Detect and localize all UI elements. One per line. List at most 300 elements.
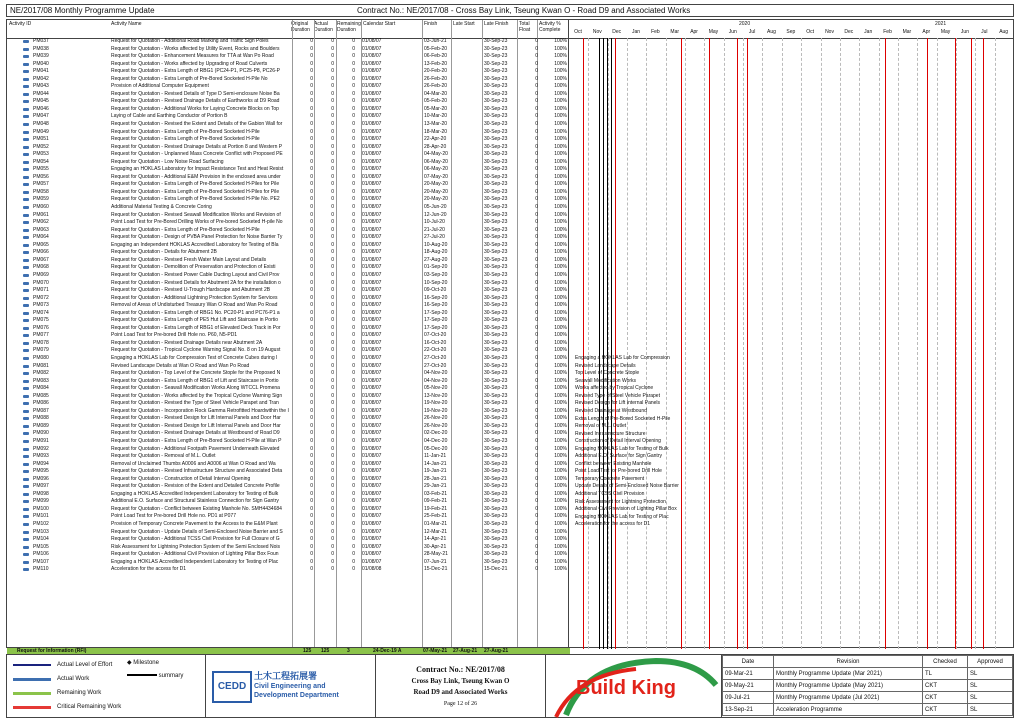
cell-ad: 0	[331, 468, 334, 475]
cell-name: Risk Assessment for Lightning Protection System of the Semi Enclosed Nois	[111, 543, 280, 550]
activity-bar-icon	[23, 470, 29, 473]
cell-id: PM076	[33, 324, 49, 331]
cell-rd: 0	[352, 370, 355, 377]
table-row[interactable]	[7, 212, 568, 220]
rev-desc: Acceleration Programme	[774, 704, 923, 716]
activity-bar-icon	[23, 282, 29, 285]
cell-tf: 0	[535, 45, 538, 52]
table-row[interactable]	[7, 174, 568, 182]
cell-fin: 10-Sep-20	[424, 279, 448, 286]
cell-rd: 0	[352, 53, 355, 60]
activity-bar-icon	[23, 515, 29, 518]
table-row[interactable]	[7, 325, 568, 333]
cell-name: Point Load Test for Pre-Bored Drilling Works of Pre-bored Socketed H-pile No	[111, 219, 283, 226]
cell-pc: 100%	[554, 75, 567, 82]
col-total-float[interactable]: Total Float	[519, 21, 531, 33]
cell-tf: 0	[535, 453, 538, 460]
cell-lf: 30-Sep-23	[484, 188, 508, 195]
cell-ad: 0	[331, 136, 334, 143]
col-actual-duration[interactable]: Actual Duration	[314, 21, 333, 33]
month-gridline	[743, 38, 744, 649]
cell-id: PM072	[33, 294, 49, 301]
cell-od: 0	[310, 121, 313, 128]
month-gridline	[898, 38, 899, 649]
cell-id: PM066	[33, 249, 49, 256]
cedd-english-name-2: Development Department	[254, 692, 339, 699]
table-row[interactable]	[7, 181, 568, 189]
cell-id: PM042	[33, 75, 49, 82]
table-row[interactable]	[7, 393, 568, 401]
data-date-line	[607, 38, 608, 649]
data-date-line	[603, 38, 604, 649]
table-row[interactable]	[7, 166, 568, 174]
activity-bar-icon	[23, 85, 29, 88]
cell-cs: 01/08/07	[362, 211, 382, 218]
cell-fin: 10-Mar-20	[424, 113, 448, 120]
cell-pc: 100%	[554, 226, 567, 233]
table-row[interactable]	[7, 491, 568, 499]
cell-od: 0	[310, 332, 313, 339]
table-row[interactable]	[7, 566, 568, 574]
table-row[interactable]	[7, 529, 568, 537]
activity-bar-icon	[23, 523, 29, 526]
cell-id: PM059	[33, 196, 49, 203]
table-row[interactable]	[7, 378, 568, 386]
cell-tf: 0	[535, 136, 538, 143]
month-label: Jul	[748, 29, 756, 35]
month-label: May	[708, 29, 719, 35]
table-row[interactable]	[7, 38, 568, 46]
cell-name: Request for Quotation - Design of PVBA Panel Protection for Noise Barrier Ty	[111, 234, 283, 241]
cell-fin: 05-Feb-20	[424, 45, 448, 52]
table-row[interactable]	[7, 76, 568, 84]
cell-rd: 0	[352, 498, 355, 505]
cell-cs: 01/08/07	[362, 521, 382, 527]
cell-pc: 100%	[554, 143, 567, 150]
cell-name: Request for Quotation - Extra Length of Pre-Bored Socketed H-Piles for Pile	[111, 181, 280, 188]
cell-id: PM095	[33, 468, 49, 475]
cell-od: 0	[310, 302, 313, 309]
cell-tf: 0	[535, 521, 538, 527]
table-row[interactable]	[7, 295, 568, 303]
revision-header-row	[723, 656, 1013, 668]
table-row[interactable]	[7, 370, 568, 378]
table-row[interactable]	[7, 363, 568, 371]
cell-od: 0	[310, 528, 313, 535]
cell-pc: 100%	[554, 219, 567, 226]
cell-tf: 0	[535, 543, 538, 550]
table-row[interactable]	[7, 219, 568, 227]
cell-fin: 17-Sep-20	[424, 309, 448, 316]
cell-tf: 0	[535, 264, 538, 271]
cell-id: PM096	[33, 475, 49, 482]
cell-fin: 02-Dec-20	[424, 430, 448, 437]
col-activity-id[interactable]: Activity ID	[9, 21, 32, 27]
cell-id: PM078	[33, 339, 49, 346]
table-row[interactable]	[7, 287, 568, 295]
table-row[interactable]	[7, 483, 568, 491]
table-row[interactable]	[7, 513, 568, 521]
rev-col-date: Date	[723, 656, 774, 668]
cell-tf: 0	[535, 354, 538, 361]
cell-ad: 0	[331, 75, 334, 82]
table-row[interactable]	[7, 476, 568, 484]
table-row[interactable]	[7, 453, 568, 461]
table-row[interactable]	[7, 151, 568, 159]
cell-pc: 100%	[554, 521, 567, 527]
cell-od: 0	[310, 226, 313, 233]
cell-name: Request for Quotation - Removal of M.L. Outlet	[111, 453, 216, 460]
summary-start: 24-Dec-19 A	[373, 648, 402, 654]
cell-lf: 30-Sep-23	[484, 302, 508, 309]
legend-milestone	[127, 659, 159, 666]
legend-label: Actual Level of Effort	[57, 662, 113, 668]
cell-ad: 0	[331, 249, 334, 256]
cell-pc: 100%	[554, 347, 567, 354]
cell-rd: 0	[352, 271, 355, 278]
cell-pc: 100%	[554, 279, 567, 286]
cell-fin: 20-May-20	[424, 188, 448, 195]
table-row[interactable]	[7, 521, 568, 529]
cell-ad: 0	[331, 558, 334, 565]
activity-bar-icon	[23, 274, 29, 277]
cell-fin: 05-Feb-20	[424, 98, 448, 105]
col-late-start[interactable]: Late Start	[453, 21, 475, 27]
table-row[interactable]	[7, 242, 568, 250]
cell-fin: 06-May-20	[424, 158, 448, 165]
cell-cs: 01/08/07	[362, 294, 382, 301]
activity-bar-icon	[23, 131, 29, 134]
cell-name: Request for Quotation - Revised Seawall Modification Works and Revision of	[111, 211, 281, 218]
rev-checked: TL	[923, 668, 968, 680]
cell-id: PM054	[33, 158, 49, 165]
cell-lf: 30-Sep-23	[484, 453, 508, 460]
cell-od: 0	[310, 136, 313, 143]
table-row[interactable]	[7, 551, 568, 559]
cell-id: PM107	[33, 558, 49, 565]
table-row[interactable]	[7, 559, 568, 567]
cell-id: PM065	[33, 241, 49, 248]
cell-ad: 0	[331, 60, 334, 67]
cell-lf: 30-Sep-23	[484, 143, 508, 150]
table-row[interactable]	[7, 68, 568, 76]
cell-fin: 25-Feb-21	[424, 513, 448, 520]
cell-ad: 0	[331, 490, 334, 497]
table-row[interactable]	[7, 234, 568, 242]
month-label: May	[940, 29, 951, 35]
table-row[interactable]	[7, 264, 568, 272]
cell-name: Request for Quotation - Revision of the Extent and Detailed Concrete Profile	[111, 483, 280, 490]
col-late-finish[interactable]: Late Finish	[484, 21, 509, 27]
cell-id: PM039	[33, 53, 49, 60]
cell-id: PM069	[33, 271, 49, 278]
gantt-annotation: Engaging a HOKLAS Lab for Compression	[575, 355, 670, 362]
table-row[interactable]	[7, 415, 568, 423]
cell-lf: 30-Sep-23	[484, 68, 508, 75]
cell-name: Request for Quotation - Revised Drainage Details near Abutment 2A	[111, 339, 263, 346]
cell-lf: 30-Sep-23	[484, 505, 508, 512]
table-row[interactable]	[7, 144, 568, 152]
cell-ad: 0	[331, 377, 334, 384]
cell-lf: 30-Sep-23	[484, 136, 508, 143]
activity-bar-icon	[23, 289, 29, 292]
activity-bar-icon	[23, 387, 29, 390]
table-row[interactable]	[7, 340, 568, 348]
cell-ad: 0	[331, 68, 334, 75]
cell-tf: 0	[535, 196, 538, 203]
cell-pc: 100%	[554, 407, 567, 414]
table-row[interactable]	[7, 385, 568, 393]
activity-bar-icon	[23, 410, 29, 413]
table-row[interactable]	[7, 430, 568, 438]
cell-od: 0	[310, 264, 313, 271]
critical-line	[709, 38, 710, 649]
table-row[interactable]	[7, 91, 568, 99]
gantt-annotation: Additional Civil Provision of Lighting Pillar Box	[575, 506, 677, 513]
table-row[interactable]	[7, 53, 568, 61]
cell-od: 0	[310, 98, 313, 105]
table-row[interactable]	[7, 204, 568, 212]
cell-id: PM105	[33, 543, 49, 550]
cell-fin: 18-Mar-20	[424, 128, 448, 135]
table-row[interactable]	[7, 423, 568, 431]
cell-pc: 100%	[554, 422, 567, 429]
cell-pc: 100%	[554, 98, 567, 105]
table-row[interactable]	[7, 317, 568, 325]
col-original-duration[interactable]: Original Duration	[291, 21, 310, 33]
table-row[interactable]	[7, 332, 568, 340]
revision-row	[723, 668, 1013, 680]
cell-name: Request for Quotation - Revised Drainage Details of Earthworks at D9 Road	[111, 98, 280, 105]
cell-rd: 0	[352, 483, 355, 490]
cell-od: 0	[310, 204, 313, 211]
table-row[interactable]	[7, 136, 568, 144]
legend-label: Critical Remaining Work	[57, 704, 122, 710]
cell-id: PM063	[33, 226, 49, 233]
activity-rows	[7, 38, 568, 574]
cell-od: 0	[310, 551, 313, 558]
cell-name: Acceleration for the access for D1	[111, 566, 187, 573]
table-row[interactable]	[7, 227, 568, 235]
cell-id: PM046	[33, 105, 49, 112]
activity-bar-icon	[23, 214, 29, 217]
col-activity-name[interactable]: Activity Name	[111, 21, 142, 27]
table-row[interactable]	[7, 446, 568, 454]
cell-id: PM089	[33, 422, 49, 429]
month-label: Feb	[883, 29, 892, 35]
title-bar	[6, 4, 1014, 17]
table-row[interactable]	[7, 196, 568, 204]
contract-info-block	[376, 654, 546, 718]
cell-tf: 0	[535, 422, 538, 429]
cell-ad: 0	[331, 196, 334, 203]
activity-bar-icon	[23, 229, 29, 232]
col-finish[interactable]: Finish	[424, 21, 438, 27]
cell-name: Request for Quotation - Unplanned Mass Concrete Conflict with Proposed PE	[111, 151, 283, 158]
cedd-logo-block	[206, 654, 376, 718]
cell-rd: 0	[352, 136, 355, 143]
cell-fin: 19-Feb-21	[424, 505, 448, 512]
cell-rd: 0	[352, 551, 355, 558]
cell-id: PM083	[33, 377, 49, 384]
cell-tf: 0	[535, 151, 538, 158]
cell-pc: 100%	[554, 475, 567, 482]
cell-cs: 01/08/07	[362, 400, 382, 407]
month-gridline	[821, 38, 822, 649]
col-remaining-duration[interactable]: Remaining Duration	[337, 21, 361, 33]
table-row[interactable]	[7, 400, 568, 408]
cell-ad: 0	[331, 332, 334, 339]
cell-pc: 100%	[554, 445, 567, 452]
cell-cs: 01/08/07	[362, 128, 382, 135]
cell-pc: 100%	[554, 385, 567, 392]
cell-cs: 01/08/07	[362, 445, 382, 452]
table-row[interactable]	[7, 61, 568, 69]
gantt-annotation: Conflict between Existing Manhole	[575, 460, 652, 467]
table-row[interactable]	[7, 189, 568, 197]
critical-line	[583, 38, 584, 649]
cell-fin: 27-Oct-20	[424, 362, 447, 369]
cell-cs: 01/08/07	[362, 460, 382, 467]
table-row[interactable]	[7, 129, 568, 137]
cell-rd: 0	[352, 392, 355, 399]
rev-checked: CKT	[923, 704, 968, 716]
table-row[interactable]	[7, 46, 568, 54]
data-date-line	[611, 38, 612, 649]
cell-id: PM077	[33, 332, 49, 339]
table-row[interactable]	[7, 302, 568, 310]
table-row[interactable]	[7, 310, 568, 318]
cell-rd: 0	[352, 302, 355, 309]
table-row[interactable]	[7, 159, 568, 167]
cell-cs: 01/08/07	[362, 68, 382, 75]
cell-ad: 0	[331, 279, 334, 286]
cell-od: 0	[310, 271, 313, 278]
cell-tf: 0	[535, 370, 538, 377]
cell-lf: 30-Sep-23	[484, 445, 508, 452]
cell-lf: 30-Sep-23	[484, 377, 508, 384]
cell-name: Request for Quotation - Works affected by Utility Event, Rocks and Boulders	[111, 45, 280, 52]
cell-id: PM097	[33, 483, 49, 490]
table-row[interactable]	[7, 468, 568, 476]
gantt-timescale	[569, 20, 1014, 39]
cell-od: 0	[310, 558, 313, 565]
cell-ad: 0	[331, 151, 334, 158]
gantt-annotation: Temporary Concrete Pavement	[575, 475, 645, 482]
rev-approved: SL	[968, 704, 1013, 716]
cell-lf: 30-Sep-23	[484, 121, 508, 128]
table-row[interactable]	[7, 106, 568, 114]
table-row[interactable]	[7, 506, 568, 514]
cell-pc: 100%	[554, 302, 567, 309]
cell-lf: 30-Sep-23	[484, 521, 508, 527]
cell-fin: 07-May-20	[424, 173, 448, 180]
rev-col-approved: Approved	[968, 656, 1013, 668]
table-row[interactable]	[7, 355, 568, 363]
cell-name: Request for Quotation - Revised Drainage Details at Portion 8 and Western P	[111, 143, 283, 150]
cell-fin: 14-Apr-21	[424, 536, 447, 543]
cell-tf: 0	[535, 188, 538, 195]
cell-cs: 01/08/07	[362, 136, 382, 143]
activity-bar-icon	[23, 63, 29, 66]
table-row[interactable]	[7, 257, 568, 265]
table-row[interactable]	[7, 498, 568, 506]
table-row[interactable]	[7, 280, 568, 288]
cell-fin: 07-Jun-21	[424, 558, 447, 565]
cell-name: Request for Quotation - Extra Length of Pre-Bored Socketed H-Pile	[111, 136, 260, 143]
col-calendar-start[interactable]: Calendar Start	[363, 21, 396, 27]
cell-name: Request for Quotation - Tropical Cyclone Warning Signal No. 8 on 19 August	[111, 347, 281, 354]
cell-id: PM075	[33, 317, 49, 324]
table-row[interactable]	[7, 347, 568, 355]
month-label: Nov	[592, 29, 602, 35]
activity-bar-icon	[23, 304, 29, 307]
cell-fin: 06-Feb-20	[424, 53, 448, 60]
build-king-name: Build King	[576, 677, 676, 699]
activity-bar-icon	[23, 493, 29, 496]
table-row[interactable]	[7, 249, 568, 257]
cell-rd: 0	[352, 309, 355, 316]
table-row[interactable]	[7, 121, 568, 129]
cell-cs: 01/08/07	[362, 437, 382, 444]
cell-lf: 30-Sep-23	[484, 475, 508, 482]
cell-id: PM074	[33, 309, 49, 316]
table-row[interactable]	[7, 98, 568, 106]
cell-tf: 0	[535, 385, 538, 392]
cell-fin: 17-Sep-20	[424, 317, 448, 324]
cell-fin: 03-Jun-21	[424, 38, 447, 44]
cell-lf: 30-Sep-23	[484, 75, 508, 82]
table-row[interactable]	[7, 544, 568, 552]
cell-cs: 01/08/07	[362, 181, 382, 188]
month-gridline	[724, 38, 725, 649]
table-row[interactable]	[7, 83, 568, 91]
cell-fin: 11-Jan-21	[424, 453, 447, 460]
table-row[interactable]	[7, 536, 568, 544]
gantt-annotation: Works affected by Tropical Cyclone	[575, 385, 654, 392]
cell-cs: 01/08/07	[362, 90, 382, 97]
cell-cs: 01/08/07	[362, 105, 382, 112]
cell-lf: 30-Sep-23	[484, 241, 508, 248]
cell-rd: 0	[352, 422, 355, 429]
cell-tf: 0	[535, 415, 538, 422]
cell-pc: 100%	[554, 551, 567, 558]
cell-fin: 18-Aug-20	[424, 249, 448, 256]
cell-lf: 30-Sep-23	[484, 204, 508, 211]
table-row[interactable]	[7, 408, 568, 416]
cell-tf: 0	[535, 143, 538, 150]
cell-name: Engaging an HOKLAS Laboratory for Impact Resistance Test and Heat Resist	[111, 166, 284, 173]
cell-fin: 26-Nov-20	[424, 415, 448, 422]
activity-bar-icon	[23, 349, 29, 352]
cell-cs: 01/08/07	[362, 407, 382, 414]
cell-pc: 100%	[554, 121, 567, 128]
cell-ad: 0	[331, 385, 334, 392]
table-row[interactable]	[7, 113, 568, 121]
cell-id: PM047	[33, 113, 49, 120]
table-row[interactable]	[7, 438, 568, 446]
table-row[interactable]	[7, 461, 568, 469]
cell-pc: 100%	[554, 90, 567, 97]
cell-tf: 0	[535, 528, 538, 535]
cell-id: PM041	[33, 68, 49, 75]
cell-cs: 01/08/07	[362, 317, 382, 324]
critical-line	[737, 38, 738, 649]
col-pct-complete[interactable]: Activity % Complete	[539, 21, 561, 33]
table-row[interactable]	[7, 272, 568, 280]
cell-id: PM040	[33, 60, 49, 67]
cell-name: Provision of Temporary Concrete Pavement to the Access to the E&M Plant	[111, 521, 278, 527]
